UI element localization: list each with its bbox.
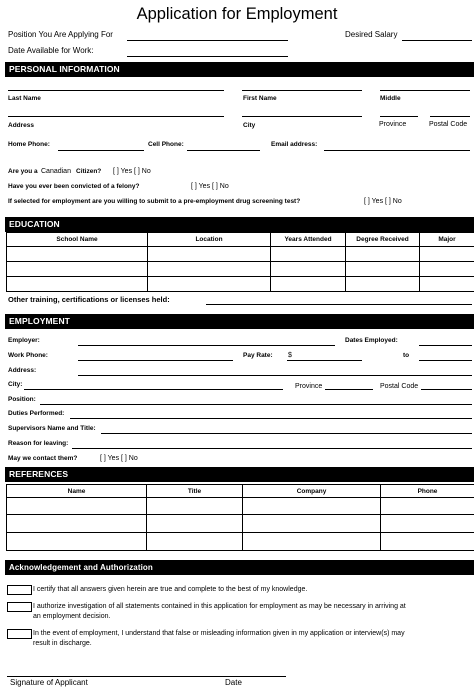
contact-question: May we contact them?: [8, 455, 78, 462]
duties-field[interactable]: [70, 418, 472, 419]
province-label: Province: [379, 121, 407, 128]
ack-authorize-text-1: I authorize investigation of all statements contained in this application for employment as may be necessary in arriving at: [33, 603, 406, 610]
to-label: to: [403, 352, 410, 359]
drug-test-question: If selected for employment are you willing to submit to a pre-employment drug screening test?: [8, 198, 301, 205]
position-field[interactable]: [127, 40, 288, 41]
felony-question: Have you ever been convicted of a felony?: [8, 183, 140, 190]
last-name-label: Last Name: [8, 95, 41, 102]
ack-authorize-text-2: an employment decision.: [33, 613, 111, 620]
email-label: Email address:: [271, 141, 318, 148]
ack-authorize-checkbox[interactable]: [7, 602, 32, 612]
last-name-field[interactable]: [8, 90, 224, 91]
education-row[interactable]: [7, 277, 474, 292]
education-col-years: Years Attended: [271, 233, 346, 247]
drug-test-yes-no[interactable]: [ ] Yes [ ] No: [364, 198, 402, 205]
pay-rate-field[interactable]: [287, 360, 362, 361]
personal-section-header: PERSONAL INFORMATION: [5, 62, 474, 77]
education-col-degree: Degree Received: [346, 233, 420, 247]
citizen-question-post: Citizen?: [76, 168, 102, 175]
postal-code-field[interactable]: [430, 116, 470, 117]
education-row[interactable]: [7, 247, 474, 262]
date-available-field[interactable]: [127, 56, 288, 57]
employer-city-label: City:: [8, 381, 23, 388]
reason-leaving-label: Reason for leaving:: [8, 440, 69, 447]
signature-label: Signature of Applicant: [10, 678, 88, 687]
employer-address-field[interactable]: [78, 375, 472, 376]
position-held-label: Position:: [8, 396, 36, 403]
ack-discharge-checkbox[interactable]: [7, 629, 32, 639]
cell-phone-field[interactable]: [187, 150, 260, 151]
supervisor-label: Supervisors Name and Title:: [8, 425, 96, 432]
middle-field[interactable]: [380, 90, 470, 91]
postal-code-label: Postal Code: [429, 121, 468, 128]
signature-field[interactable]: [7, 676, 286, 677]
education-section-header: EDUCATION: [5, 217, 474, 232]
reference-row[interactable]: [7, 515, 474, 533]
references-section-header: REFERENCES: [5, 467, 474, 482]
first-name-label: First Name: [243, 95, 277, 102]
references-table: [6, 484, 474, 551]
ack-section-header: Acknowledgement and Authorization: [5, 560, 474, 575]
salary-field[interactable]: [402, 40, 472, 41]
citizen-question-country: Canadian: [41, 168, 71, 175]
employer-postal-label: Postal Code: [380, 383, 419, 390]
felony-yes-no[interactable]: [ ] Yes [ ] No: [191, 183, 229, 190]
salary-label: Desired Salary: [345, 30, 398, 39]
employer-province-label: Province: [295, 383, 323, 390]
references-col-company: Company: [243, 485, 381, 498]
references-col-title: Title: [147, 485, 243, 498]
education-col-major: Major: [420, 233, 474, 247]
references-col-phone: Phone: [381, 485, 474, 498]
dollar-sign: $: [288, 352, 292, 359]
references-col-name: Name: [7, 485, 147, 498]
education-col-school: School Name: [7, 233, 148, 247]
education-table: [6, 232, 474, 292]
middle-label: Middle: [380, 95, 401, 102]
city-label: City: [243, 122, 256, 129]
home-phone-label: Home Phone:: [8, 141, 50, 148]
employer-label: Employer:: [8, 337, 40, 344]
other-training-field[interactable]: [206, 304, 472, 305]
address-field[interactable]: [8, 116, 224, 117]
first-name-field[interactable]: [242, 90, 362, 91]
employer-postal-field[interactable]: [421, 389, 472, 390]
ack-discharge-text-2: result in discharge.: [33, 640, 92, 647]
other-training-label: Other training, certifications or licenses held:: [8, 295, 170, 304]
cell-phone-label: Cell Phone:: [148, 141, 184, 148]
ack-discharge-text-1: In the event of employment, I understand that false or misleading information given in my application or interview(s) may: [33, 630, 405, 637]
date-available-label: Date Available for Work:: [8, 46, 94, 55]
province-field[interactable]: [380, 116, 418, 117]
citizen-question-pre: Are you a: [8, 168, 38, 175]
pay-rate-label: Pay Rate:: [243, 352, 273, 359]
duties-label: Duties Performed:: [8, 410, 65, 417]
dates-employed-to-field[interactable]: [419, 360, 472, 361]
page-title: Application for Employment: [136, 5, 338, 23]
employer-city-field[interactable]: [24, 389, 283, 390]
work-phone-label: Work Phone:: [8, 352, 48, 359]
supervisor-field[interactable]: [101, 433, 472, 434]
city-field[interactable]: [242, 116, 362, 117]
work-phone-field[interactable]: [78, 360, 233, 361]
employment-section-header: EMPLOYMENT: [5, 314, 474, 329]
citizen-yes-no[interactable]: [ ] Yes [ ] No: [113, 168, 151, 175]
education-col-location: Location: [148, 233, 271, 247]
reference-row[interactable]: [7, 533, 474, 551]
contact-yes-no[interactable]: [ ] Yes [ ] No: [100, 455, 138, 462]
employer-address-label: Address:: [8, 367, 37, 374]
signature-date-label: Date: [225, 678, 242, 687]
reason-leaving-field[interactable]: [72, 448, 472, 449]
address-label: Address: [8, 122, 35, 129]
position-held-field[interactable]: [40, 404, 472, 405]
reference-row[interactable]: [7, 498, 474, 515]
position-label: Position You Are Applying For: [8, 30, 113, 39]
employer-field[interactable]: [78, 345, 335, 346]
ack-certify-text: I certify that all answers given herein are true and complete to the best of my knowledge.: [33, 586, 308, 593]
email-field[interactable]: [324, 150, 470, 151]
ack-certify-checkbox[interactable]: [7, 585, 32, 595]
employer-province-field[interactable]: [325, 389, 373, 390]
dates-employed-field[interactable]: [419, 345, 472, 346]
education-row[interactable]: [7, 262, 474, 277]
home-phone-field[interactable]: [58, 150, 144, 151]
dates-employed-label: Dates Employed:: [345, 337, 398, 344]
